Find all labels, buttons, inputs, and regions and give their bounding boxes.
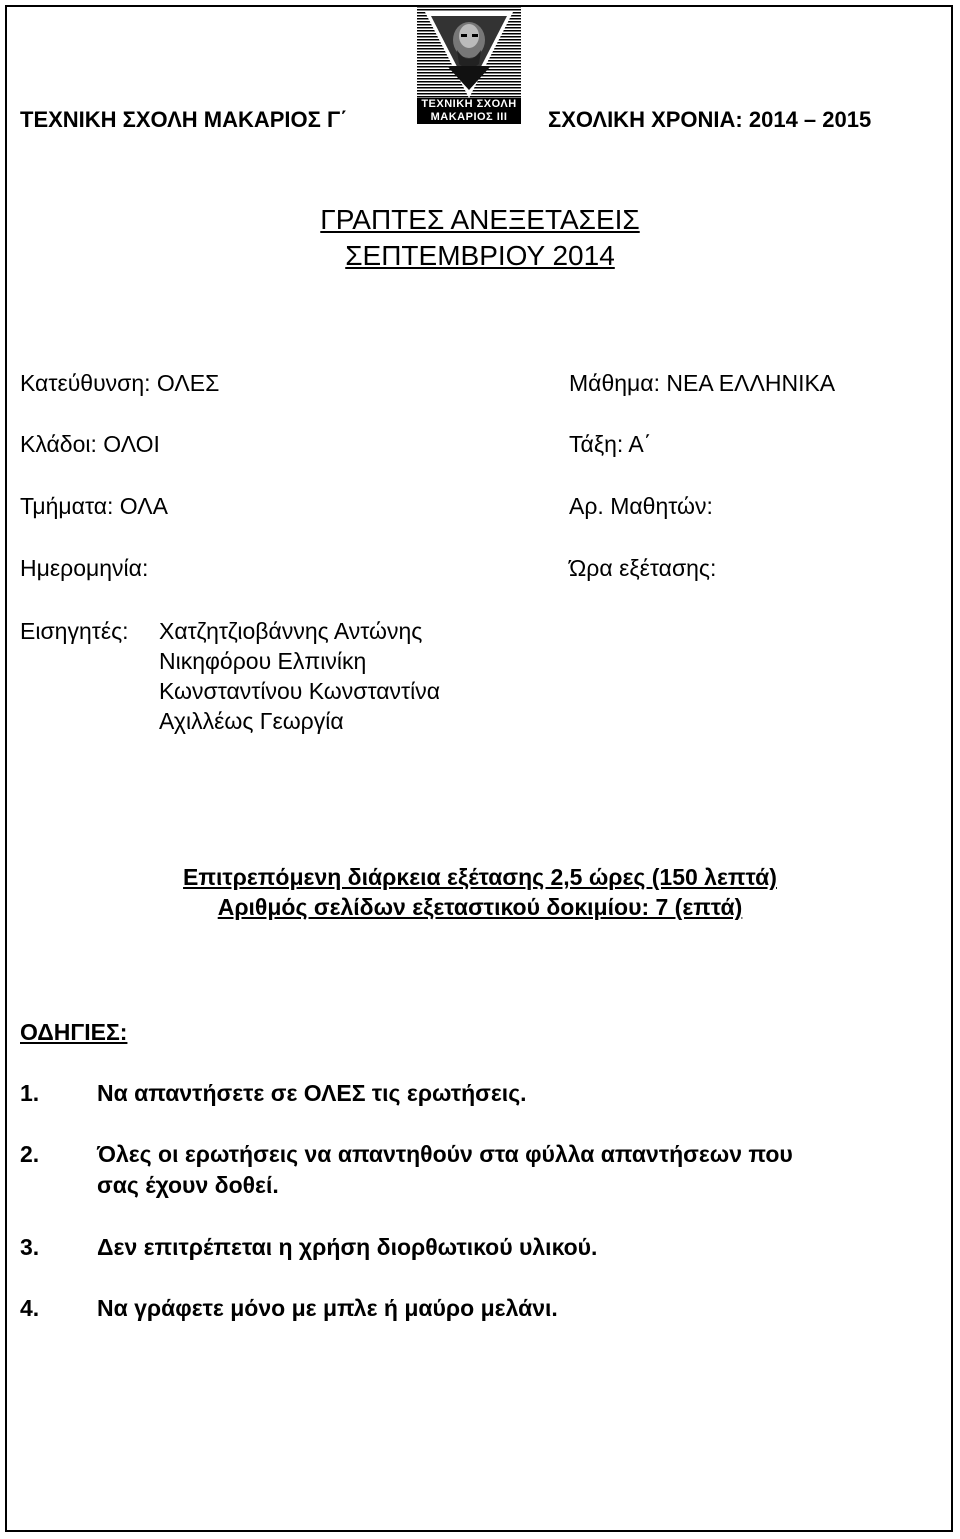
instruction-text: Δεν επιτρέπεται η χρήση διορθωτικού υλικού. [97,1234,598,1260]
direction: Κατεύθυνση: ΟΛΕΣ [20,370,220,396]
exam-title: ΓΡΑΠΤΕΣ ΑΝΕΞΕΤΑΣΕΙΣ [320,204,640,235]
instruction-number: 1. [20,1080,40,1106]
instructors-label: Εισηγητές: [20,618,129,644]
page-count: Αριθμός σελίδων εξεταστικού δοκιμίου: 7 (επτά) [217,894,743,920]
instructor-name: Αχιλλέως Γεωργία [159,708,344,734]
exam-date: Ημερομηνία: [20,555,149,581]
student-count: Αρ. Μαθητών: [569,493,713,519]
branches: Κλάδοι: ΟΛΟΙ [20,431,160,457]
instructions-heading: ΟΔΗΓΙΕΣ: [20,1019,128,1045]
instructor-name: Νικηφόρου Ελπινίκη [159,648,367,674]
exam-duration: Επιτρεπόμενη διάρκεια εξέτασης 2,5 ώρες (150 λεπτά) [183,864,777,890]
instruction-text: Να γράφετε μόνο με μπλε ή μαύρο μελάνι. [97,1295,558,1321]
sections: Τμήματα: ΟΛΑ [20,493,168,519]
instruction-text: Να απαντήσετε σε ΟΛΕΣ τις ερωτήσεις. [97,1080,527,1106]
instruction-text-cont: σας έχουν δοθεί. [97,1172,279,1198]
exam-time: Ώρα εξέτασης: [569,555,717,581]
grade: Τάξη: Α΄ [569,431,652,457]
instructor-name: Κωνσταντίνου Κωνσταντίνα [159,678,440,704]
instruction-text: Όλες οι ερωτήσεις να απαντηθούν στα φύλλα απαντήσεων που [97,1141,793,1167]
school-year: ΣΧΟΛΙΚΗ ΧΡΟΝΙΑ: 2014 – 2015 [548,107,872,132]
exam-subtitle: ΣΕΠΤΕΜΒΡΙΟΥ 2014 [345,240,615,271]
logo-text-line2: ΜΑΚΑΡΙΟΣ ΙΙΙ [417,111,521,124]
instruction-number: 3. [20,1234,40,1260]
instruction-number: 4. [20,1295,40,1321]
logo-text-line1: ΤΕΧΝΙΚΗ ΣΧΟΛΗ [417,98,521,111]
subject: Μάθημα: ΝΕΑ ΕΛΛΗΝΙΚΑ [569,370,836,396]
instruction-number: 2. [20,1141,40,1167]
school-emblem-icon [417,6,521,100]
school-name: ΤΕΧΝΙΚΗ ΣΧΟΛΗ ΜΑΚΑΡΙΟΣ Γ΄ [20,107,348,132]
school-logo [417,6,521,124]
instructor-name: Χατζητζιοβάννης Αντώνης [159,618,423,644]
